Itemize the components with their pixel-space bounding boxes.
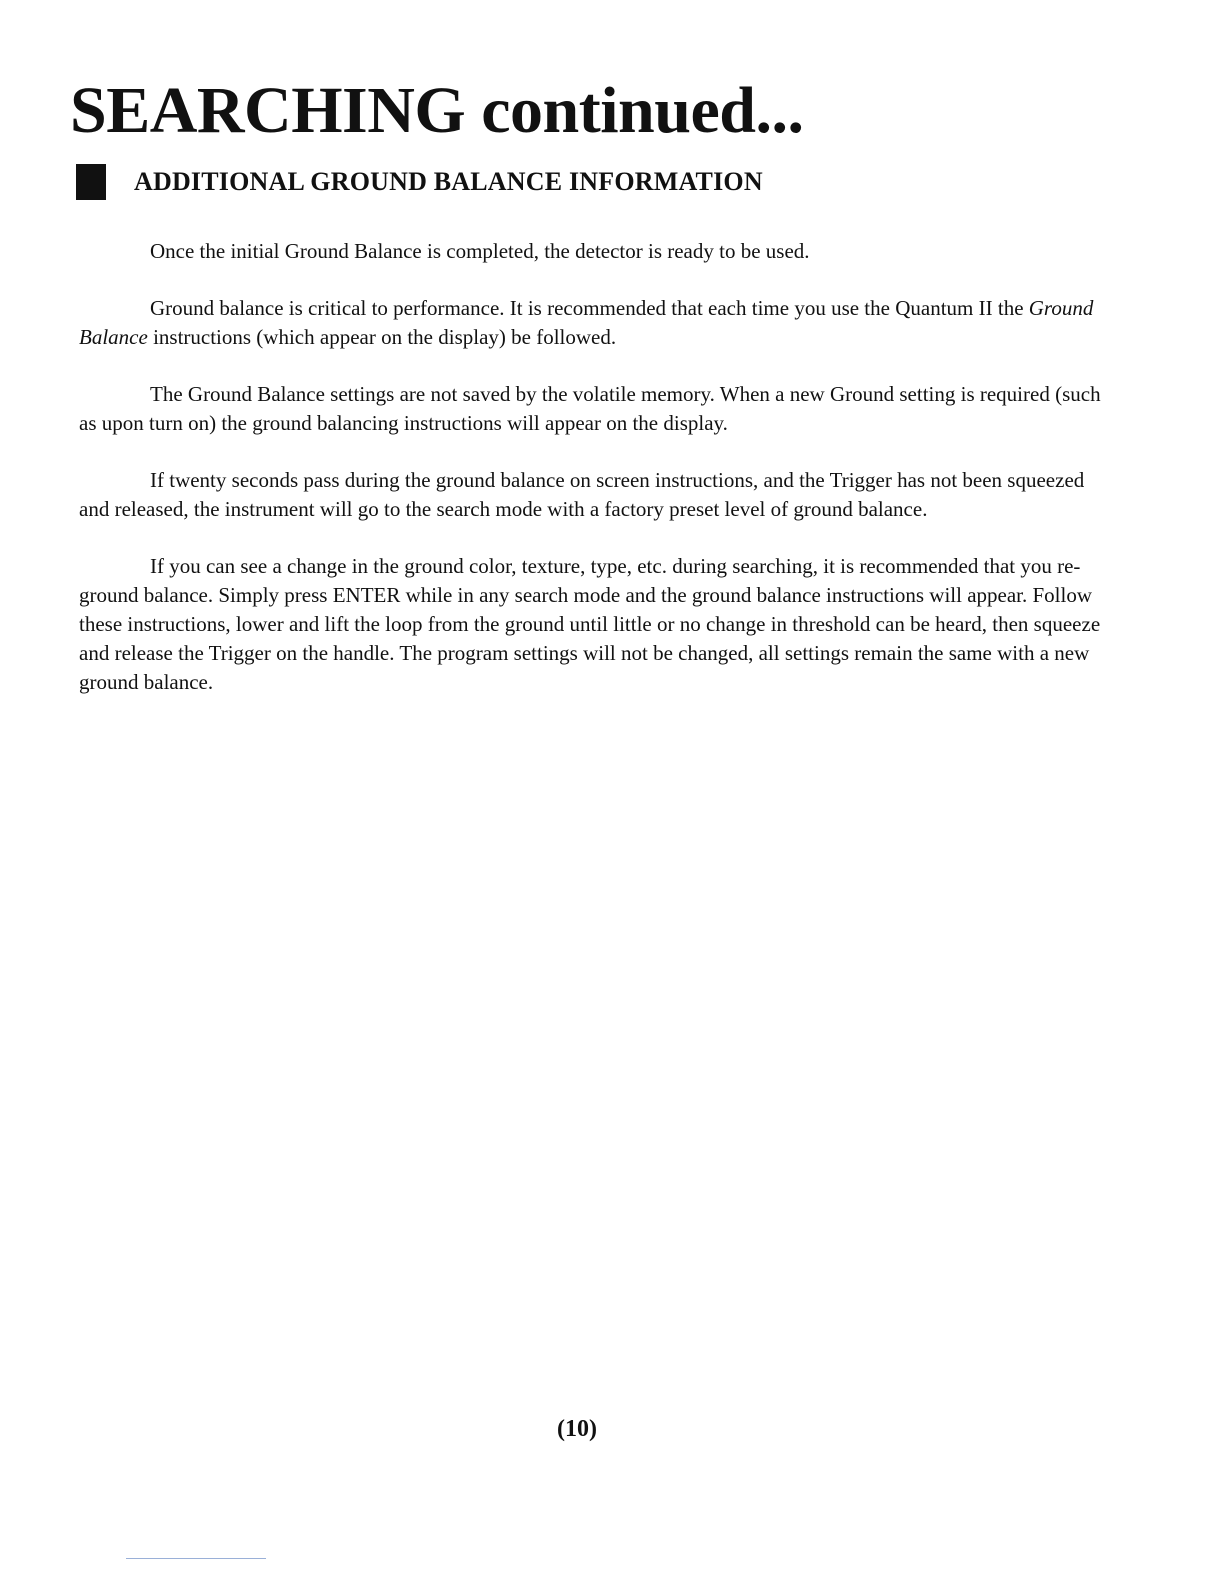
section-heading [76,164,763,200]
section-heading-text: ADDITIONAL GROUND BALANCE INFORMATION [134,167,763,196]
paragraph-2-text-start: Ground balance is critical to performance. It is recommended that each time you use the Quantum II the [150,296,1029,320]
page-title: SEARCHING continued... [70,74,804,147]
paragraph-twenty-seconds: If twenty seconds pass during the ground balance on screen instructions, and the Trigger has not been squeezed and released, the instrument will go to the search mode with a factory preset level of ground balance. [79,468,1085,521]
square-bullet-icon [76,164,106,200]
paragraph-re-ground-balance: If you can see a change in the ground color, texture, type, etc. during searching, it is recommended that you re-ground balance. Simply press ENTER while in any search mode and the ground balance instructions will appear. Follow these instructions, lower and lift the loop from the ground until little or no change in threshold can be heard, then squeeze and release the Trigger on the handle. The program settings will not be changed, all settings remain the same with a new ground balance. [79,554,1101,694]
page-number: (10) [557,1416,597,1442]
paragraph-initial-balance: Once the initial Ground Balance is completed, the detector is ready to be used. [150,239,810,263]
paragraph-volatile-memory: The Ground Balance settings are not saved by the volatile memory. When a new Ground setting is required (such as upon turn on) the ground balancing instructions will appear on the display. [79,382,1101,435]
body-text [79,237,1109,725]
paragraph-critical-performance [79,294,1109,352]
paragraph-2-text-end: instructions (which appear on the display) be followed. [147,325,617,349]
bottom-rule [126,1558,266,1559]
ground-balance-italic: Ground Balance [79,296,1094,349]
